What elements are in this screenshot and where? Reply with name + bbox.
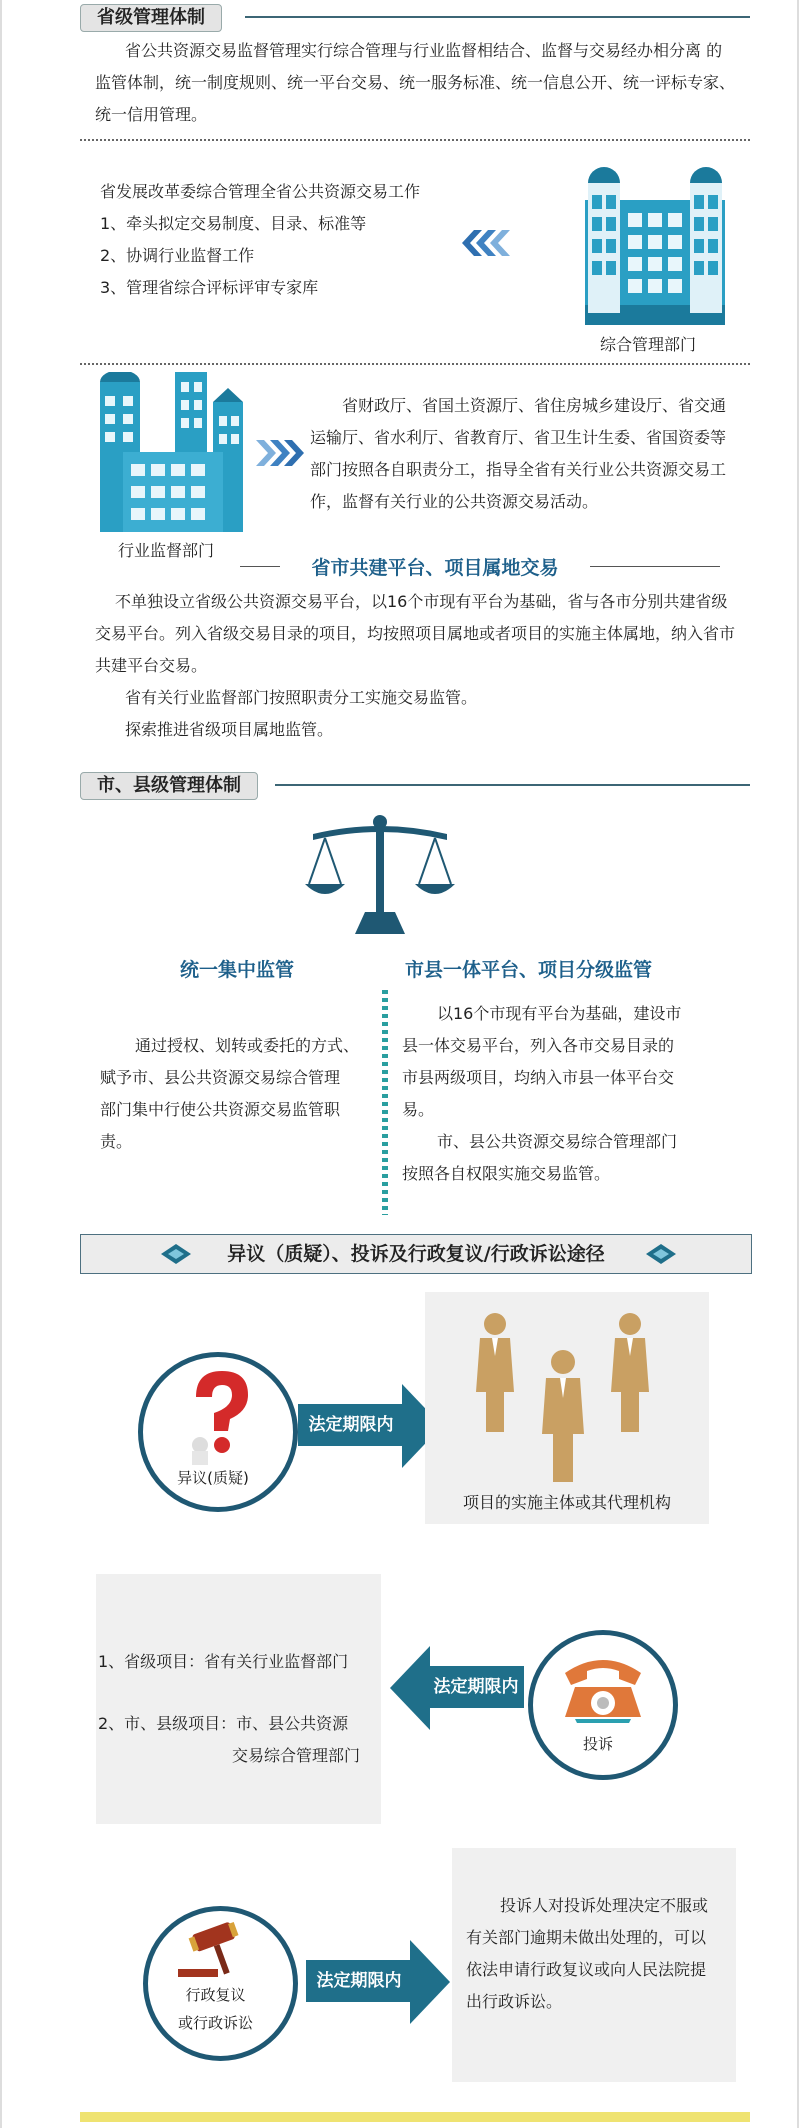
building-icon	[580, 155, 730, 325]
objection-label: 异议(质疑)	[177, 1469, 249, 1487]
buildings-icon	[95, 372, 255, 532]
arrow-right-icon	[410, 1940, 450, 2024]
platform-line: 共建平台交易。	[95, 656, 208, 675]
provincial-section-title: 省级管理体制	[80, 4, 222, 32]
question-mark-icon	[178, 1367, 258, 1467]
scales-icon	[305, 812, 455, 934]
municipal-left-line: 通过授权、划转或委托的方式、	[135, 1036, 360, 1055]
review-line: 依法申请行政复议或向人民法院提	[466, 1960, 707, 1979]
municipal-left-text	[100, 1030, 375, 1158]
review-line: 有关部门逾期未做出处理的，可以	[466, 1928, 707, 1947]
review-circle	[143, 1906, 298, 2061]
municipal-left-line: 部门集中行使公共资源交易监管职	[100, 1100, 341, 1119]
municipal-left-line: 赋予市、县公共资源交易综合管理	[100, 1068, 341, 1087]
chevron-left-icon	[460, 230, 520, 256]
industry-line: 部门按照各自职责分工，指导全省有关行业公共资源交易工	[310, 460, 727, 479]
subheading-rule	[590, 566, 720, 567]
gavel-icon	[168, 1919, 268, 1979]
intro-line: 统一信用管理。	[95, 105, 208, 124]
appeals-banner	[80, 1234, 752, 1274]
intro-line: 省公共资源交易监督管理实行综合管理与行业监督相结合、监督与交易经办相分离 的	[125, 41, 723, 60]
municipal-section-header	[80, 772, 750, 802]
platform-text	[95, 586, 750, 746]
municipal-right-line: 易。	[402, 1100, 435, 1119]
dept-caption-integrated: 综合管理部门	[600, 335, 697, 354]
platform-line: 不单独设立省级公共资源交易平台，以16个市现有平台为基础，省与各市分别共建省级	[115, 592, 728, 611]
municipal-section-title: 市、县级管理体制	[80, 772, 258, 800]
municipal-right-line: 按照各自权限实施交易监管。	[402, 1164, 611, 1183]
section-divider-line	[275, 784, 750, 786]
complaint-label: 投诉	[582, 1735, 613, 1753]
chevron-right-icon	[252, 440, 308, 466]
review-text	[466, 1890, 734, 2018]
subheading-rule	[240, 566, 280, 567]
objection-circle	[138, 1352, 298, 1512]
platform-title: 省市共建平台、项目属地交易	[311, 557, 559, 579]
complaint-item: 1、省级项目：省有关行业监督部门	[98, 1652, 349, 1671]
dept-caption-industry: 行业监督部门	[118, 541, 215, 560]
municipal-right-line: 市、县公共资源交易综合管理部门	[437, 1132, 678, 1151]
municipal-left-title: 统一集中监管	[180, 959, 295, 981]
industry-line: 运输厅、省水利厅、省教育厅、省卫生计生委、省国资委等	[310, 428, 727, 447]
dev-reform-block	[100, 176, 520, 304]
municipal-right-title: 市县一体平台、项目分级监管	[405, 959, 653, 981]
dotted-divider	[80, 139, 750, 141]
deadline-arrow-objection: 法定期限内	[298, 1404, 404, 1446]
complaint-targets-box	[96, 1574, 381, 1824]
industry-text	[310, 390, 750, 518]
vertical-divider	[382, 990, 388, 1215]
frame-border-left	[0, 0, 2, 2128]
provincial-section-header	[80, 4, 750, 34]
dev-reform-item: 1、牵头拟定交易制度、目录、标准等	[100, 214, 367, 233]
intro-line: 监管体制，统一制度规则、统一平台交易、统一服务标准、统一信息公开、统一评标专家、	[95, 73, 736, 92]
deadline-arrow-review: 法定期限内	[306, 1960, 412, 2002]
review-line: 出行政诉讼。	[466, 1992, 563, 2011]
review-label-line: 或行政诉讼	[177, 2014, 253, 2032]
dev-reform-lead: 省发展改革委综合管理全省公共资源交易工作	[100, 182, 421, 201]
complaint-items	[98, 1646, 381, 1772]
section-divider-line	[245, 16, 750, 18]
bottom-accent-bar	[80, 2112, 750, 2122]
platform-line: 省有关行业监督部门按照职责分工实施交易监管。	[125, 688, 478, 707]
industry-line: 省财政厅、省国土资源厅、省住房城乡建设厅、省交通	[342, 396, 727, 415]
platform-line: 交易平台。列入省级交易目录的项目，均按照项目属地或者项目的实施主体属地，纳入省市	[95, 624, 736, 643]
diamond-icon	[646, 1244, 676, 1264]
dev-reform-item: 3、管理省综合评标评审专家库	[100, 278, 319, 297]
platform-line: 探索推进省级项目属地监管。	[125, 720, 334, 739]
municipal-right-line: 市县两级项目，均纳入市县一体平台交	[402, 1068, 675, 1087]
review-line: 投诉人对投诉处理决定不服或	[500, 1896, 709, 1915]
deadline-arrow-complaint: 法定期限内	[428, 1666, 524, 1708]
diamond-icon	[161, 1244, 191, 1264]
municipal-left-line: 责。	[100, 1132, 133, 1151]
municipal-right-text	[402, 998, 732, 1190]
target-box	[425, 1292, 709, 1524]
review-text-box	[452, 1848, 736, 2082]
complaint-item: 交易综合管理部门	[232, 1746, 361, 1765]
complaint-circle	[528, 1630, 678, 1780]
review-label	[148, 1981, 283, 2037]
appeals-banner-title: 异议（质疑）、投诉及行政复议/行政诉讼途径	[227, 1243, 605, 1265]
telephone-icon	[561, 1653, 645, 1723]
provincial-intro	[95, 35, 745, 131]
industry-line: 作，监督有关行业的公共资源交易活动。	[310, 492, 599, 511]
objection-target: 项目的实施主体或其代理机构	[462, 1493, 671, 1512]
dev-reform-item: 2、协调行业监督工作	[100, 246, 255, 265]
people-icon	[470, 1312, 660, 1482]
dotted-divider	[80, 363, 750, 365]
municipal-right-line: 县一体交易平台，列入各市交易目录的	[402, 1036, 675, 1055]
arrow-left-icon	[390, 1646, 430, 1730]
complaint-item: 2、市、县级项目：市、县公共资源	[98, 1714, 349, 1733]
review-label-line: 行政复议	[185, 1986, 246, 2004]
municipal-right-line: 以16个市现有平台为基础，建设市	[437, 1004, 682, 1023]
